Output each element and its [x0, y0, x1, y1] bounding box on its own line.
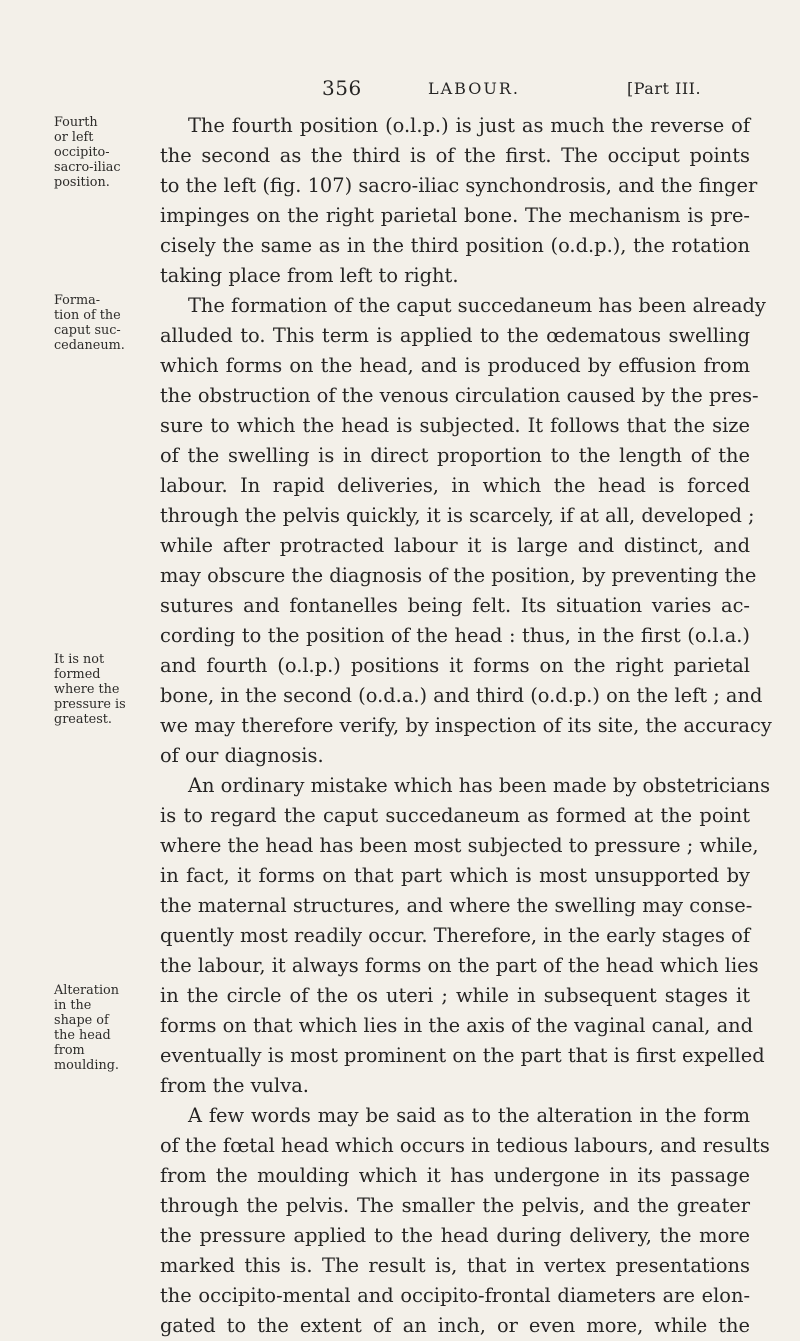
sidenote-line: or left: [54, 130, 94, 145]
sidenote-line: from: [54, 1043, 85, 1058]
sidenote-pressure: [54, 652, 154, 727]
text-line: may obscure the diagnosis of the position, by preventing the: [160, 564, 757, 587]
text-line: marked this is. The result is, that in vertex presentations: [160, 1254, 750, 1277]
text-line: The fourth position (o.l.p.) is just as much the reverse of: [188, 114, 750, 137]
running-head: LABOUR.: [428, 79, 520, 98]
sidenote-line: It is not: [54, 652, 105, 667]
sidenote-line: position.: [54, 175, 110, 190]
text-line: A few words may be said as to the alteration in the form: [188, 1104, 750, 1127]
sidenote-line: moulding.: [54, 1058, 119, 1073]
part-label: [Part III.: [627, 79, 702, 98]
text-line: where the head has been most subjected to pressure ; while,: [160, 834, 759, 857]
text-line: labour. In rapid deliveries, in which the head is forced: [160, 474, 750, 497]
page-number: 356: [322, 76, 362, 100]
sidenote-line: sacro-iliac: [54, 160, 121, 175]
paragraph-moulding: [160, 1101, 770, 1341]
text-line: cording to the position of the head : thus, in the first (o.l.a.): [160, 624, 750, 647]
sidenote-line: shape of: [54, 1013, 109, 1028]
text-line: gated to the extent of an inch, or even more, while the: [160, 1314, 750, 1337]
paragraph-pressure-mistake: [160, 771, 771, 1101]
sidenote-line: in the: [54, 998, 92, 1013]
text-line: from the vulva.: [160, 1074, 309, 1097]
page-header: [0, 76, 800, 106]
sidenote-moulding: [54, 983, 154, 1073]
sidenote-fourth-position: [54, 115, 154, 190]
text-line: which forms on the head, and is produced by effusion from: [160, 354, 750, 377]
text-line: the second as the third is of the first. The occiput points: [160, 144, 750, 167]
text-line: through the pelvis. The smaller the pelvis, and the greater: [160, 1194, 750, 1217]
text-line: in fact, it forms on that part which is most unsupported by: [160, 864, 750, 887]
text-line: alluded to. This term is applied to the œdematous swelling: [160, 324, 750, 347]
sidenote-line: pressure is: [54, 697, 126, 712]
sidenote-line: occipito-: [54, 145, 110, 160]
text-line: bone, in the second (o.d.a.) and third (o.d.p.) on the left ; and: [160, 684, 763, 707]
text-line: and fourth (o.l.p.) positions it forms on the right parietal: [160, 654, 750, 677]
text-line: the labour, it always forms on the part of the head which lies: [160, 954, 759, 977]
paragraph-caput-formation: [160, 291, 772, 771]
sidenote-line: Fourth: [54, 115, 98, 130]
sidenote-line: cedaneum.: [54, 338, 125, 353]
sidenote-line: where the: [54, 682, 120, 697]
sidenote-line: Forma-: [54, 293, 101, 308]
sidenote-line: tion of the: [54, 308, 121, 323]
text-line: impinges on the right parietal bone. The mechanism is pre-: [160, 204, 750, 227]
sidenote-caput-formation: [54, 293, 154, 353]
text-line: while after protracted labour it is large and distinct, and: [160, 534, 750, 557]
paragraph-fourth-position: [160, 111, 758, 291]
text-line: the pressure applied to the head during delivery, the more: [160, 1224, 750, 1247]
text-line: The formation of the caput succedaneum has been already: [188, 294, 766, 317]
text-line: to the left (fig. 107) sacro-iliac synchondrosis, and the finger: [160, 174, 758, 197]
text-line: quently most readily occur. Therefore, in the early stages of: [160, 924, 750, 947]
text-line: the maternal structures, and where the swelling may conse-: [160, 894, 753, 917]
text-line: taking place from left to right.: [160, 264, 459, 287]
text-line: through the pelvis quickly, it is scarcely, if at all, developed ;: [160, 504, 755, 527]
sidenote-line: greatest.: [54, 712, 113, 727]
text-line: from the moulding which it has undergone in its passage: [160, 1164, 750, 1187]
text-line: forms on that which lies in the axis of the vaginal canal, and: [160, 1014, 754, 1037]
text-line: sutures and fontanelles being felt. Its situation varies ac-: [160, 594, 750, 617]
text-line: eventually is most prominent on the part that is first expelled: [160, 1044, 765, 1067]
text-line: in the circle of the os uteri ; while in subsequent stages it: [160, 984, 750, 1007]
text-line: of the fœtal head which occurs in tedious labours, and results: [160, 1134, 770, 1157]
body-text: [160, 111, 772, 1341]
sidenote-line: formed: [54, 667, 101, 682]
text-line: cisely the same as in the third position (o.d.p.), the rotation: [160, 234, 750, 257]
text-line: we may therefore verify, by inspection of its site, the accuracy: [160, 714, 772, 737]
text-line: the occipito-mental and occipito-frontal diameters are elon-: [160, 1284, 750, 1307]
sidenote-line: the head: [54, 1028, 111, 1043]
text-line: is to regard the caput succedaneum as formed at the point: [160, 804, 750, 827]
sidenote-line: Alteration: [54, 983, 119, 998]
text-line: of our diagnosis.: [160, 744, 324, 767]
text-line: sure to which the head is subjected. It follows that the size: [160, 414, 750, 437]
text-line: An ordinary mistake which has been made by obstetricians: [188, 774, 771, 797]
text-line: the obstruction of the venous circulation caused by the pres-: [160, 384, 759, 407]
sidenote-line: caput suc-: [54, 323, 121, 338]
text-line: of the swelling is in direct proportion to the length of the: [160, 444, 750, 467]
